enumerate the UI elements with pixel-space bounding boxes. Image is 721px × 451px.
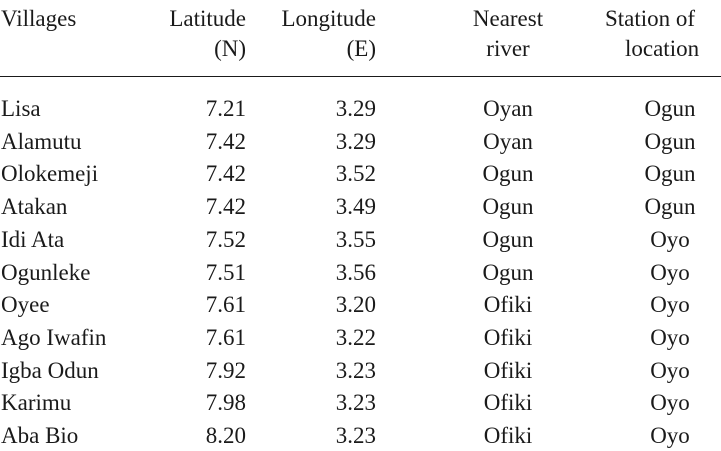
cell-river: Ogun	[482, 226, 534, 252]
cell-river: Ofiki	[483, 390, 533, 416]
cell-river: Ofiki	[483, 357, 533, 383]
cell-latitude: 7.51	[205, 259, 246, 285]
cell-latitude: 7.42	[205, 194, 246, 220]
cell-longitude: 3.23	[335, 357, 376, 383]
cell-river: Ogun	[482, 194, 534, 220]
cell-station: Oyo	[650, 324, 690, 350]
cell-longitude: 3.29	[335, 96, 376, 121]
cell-station: Ogun	[644, 96, 696, 121]
cell-latitude: 7.52	[205, 226, 246, 252]
cell-village: Karimu	[1, 390, 72, 416]
cell-river: Ogun	[482, 259, 534, 285]
cell-latitude: 7.92	[205, 357, 246, 383]
cell-river: Ogun	[482, 161, 534, 187]
cell-longitude: 3.52	[335, 161, 376, 187]
header-nearest: Nearest	[472, 6, 544, 31]
cell-latitude: 7.42	[205, 128, 246, 154]
cell-station: Oyo	[650, 423, 690, 448]
cell-river: Oyan	[483, 128, 533, 154]
cell-latitude: 7.61	[205, 324, 246, 350]
cell-village: Olokemeji	[1, 161, 99, 187]
cell-station: Oyo	[650, 292, 690, 318]
header-longitude: Longitude	[281, 6, 376, 31]
cell-longitude: 3.20	[335, 292, 376, 318]
cell-station: Oyo	[650, 226, 690, 252]
cell-village: Alamutu	[1, 128, 82, 154]
cell-village: Idi Ata	[1, 226, 65, 252]
cell-longitude: 3.29	[335, 128, 376, 154]
header-longitude-unit: (E)	[346, 36, 376, 61]
header-station-of: Station of	[605, 6, 696, 31]
cell-station: Ogun	[644, 128, 696, 154]
cell-station: Oyo	[650, 259, 690, 285]
cell-latitude: 7.61	[205, 292, 246, 318]
cell-longitude: 3.55	[335, 226, 376, 252]
cell-village: Atakan	[1, 194, 68, 220]
cell-longitude: 3.56	[335, 259, 376, 285]
cell-station: Oyo	[650, 357, 690, 383]
header-location: location	[625, 36, 700, 61]
cell-longitude: 3.49	[335, 194, 376, 220]
cell-station: Oyo	[650, 390, 690, 416]
cell-river: Ofiki	[483, 324, 533, 350]
cell-latitude: 7.98	[205, 390, 246, 416]
header-latitude: Latitude	[169, 6, 246, 31]
header-latitude-unit: (N)	[214, 36, 246, 61]
cell-village: Ogunleke	[1, 259, 91, 285]
cell-longitude: 3.23	[335, 390, 376, 416]
header-rule	[0, 76, 721, 77]
cell-river: Ofiki	[483, 423, 533, 448]
cell-river: Oyan	[483, 96, 533, 121]
cell-village: Lisa	[1, 96, 41, 121]
cell-latitude: 7.21	[205, 96, 246, 121]
header-villages: Villages	[1, 6, 77, 31]
cell-station: Ogun	[644, 161, 696, 187]
cell-village: Aba Bio	[1, 423, 79, 448]
cell-longitude: 3.23	[335, 423, 376, 448]
cell-latitude: 7.42	[205, 161, 246, 187]
header-river: river	[486, 36, 530, 61]
cell-village: Igba Odun	[1, 357, 99, 383]
cell-river: Ofiki	[483, 292, 533, 318]
cell-latitude: 8.20	[205, 423, 246, 448]
cell-longitude: 3.22	[335, 324, 376, 350]
cell-village: Ago Iwafin	[1, 324, 107, 350]
cell-station: Ogun	[644, 194, 696, 220]
cell-village: Oyee	[1, 292, 50, 318]
